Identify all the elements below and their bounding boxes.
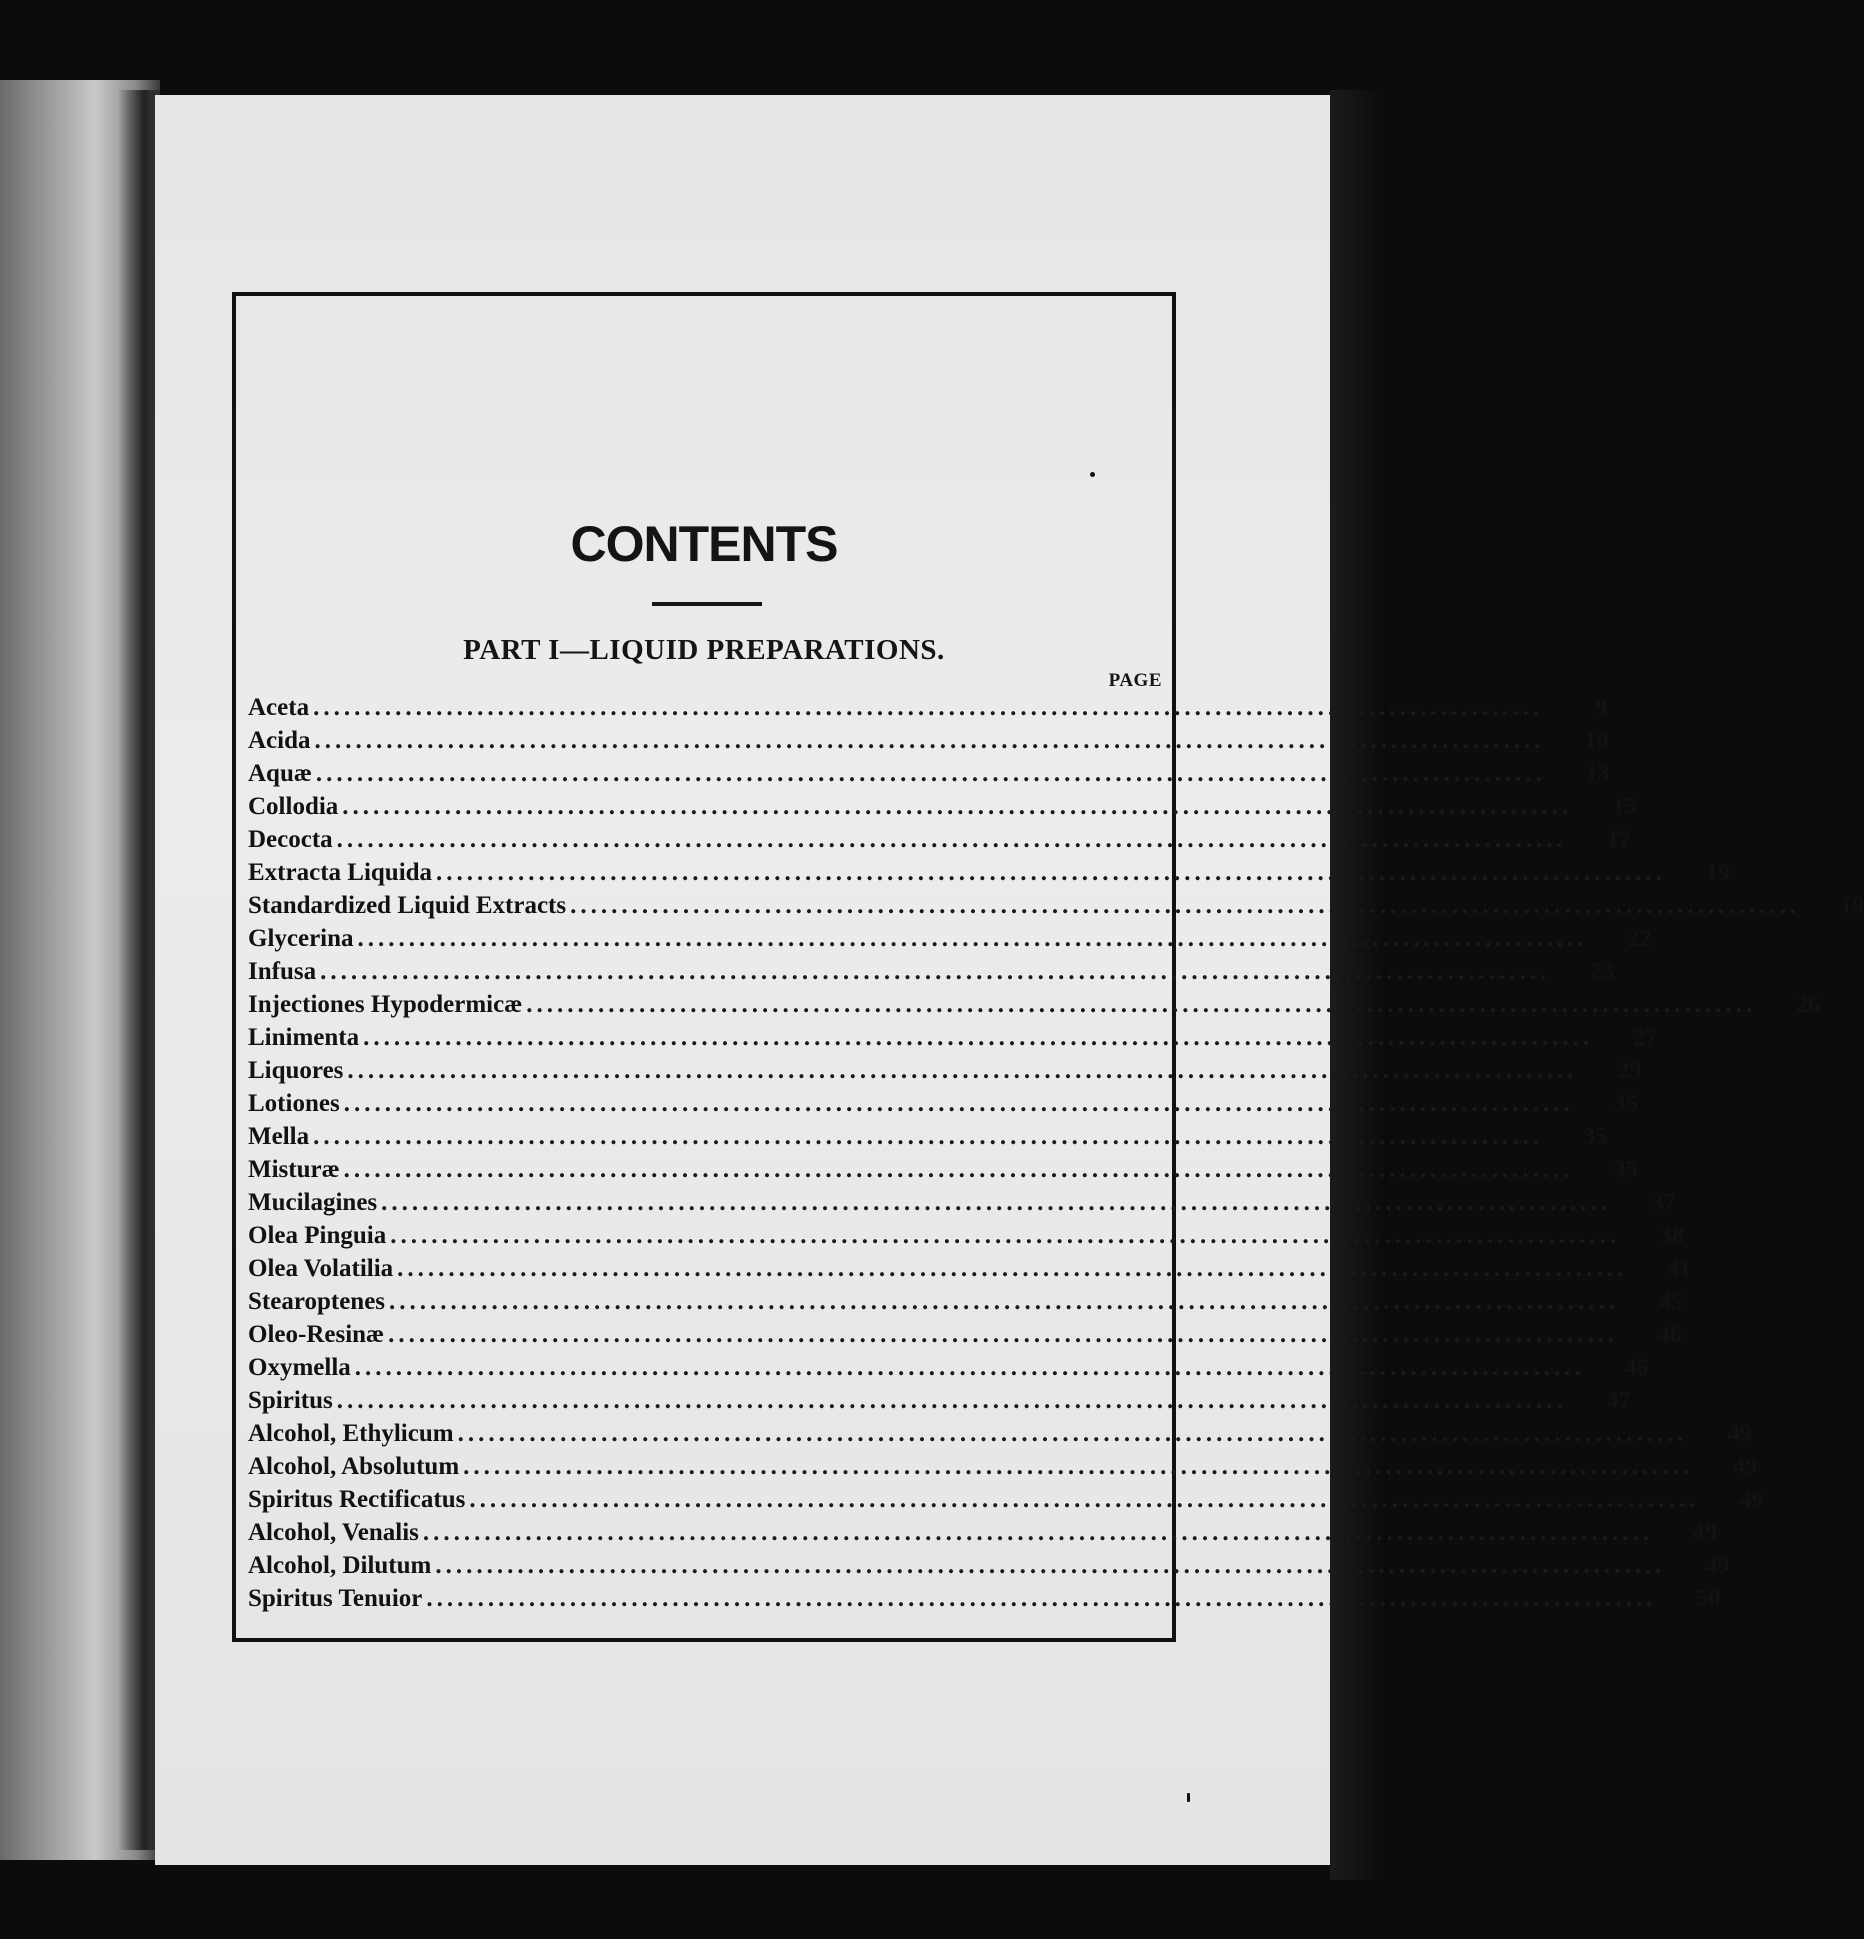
dot-leader: ........................................................................................................................ [354,1354,1585,1381]
toc-entry [246,1453,1758,1486]
toc-entry-page: 47 [1606,1388,1631,1414]
toc-entry-page: 35 [1613,1157,1638,1183]
toc-entry [246,1024,1658,1057]
toc-entry-page: 41 [1667,1256,1692,1282]
toc-entry-page: 26 [1796,992,1821,1018]
toc-entry [246,1057,1642,1090]
toc-entry-page: 50 [1696,1586,1721,1612]
toc-entry [246,1123,1608,1156]
toc-entry-label: Glycerina [248,925,354,952]
toc-entry-label: Spiritus [248,1387,333,1414]
dot-leader: ........................................................................................................................ [357,925,1588,952]
toc-entry-page: 22 [1627,926,1652,952]
dot-leader: ........................................................................................................................ [315,760,1546,787]
toc-entry [246,793,1637,826]
toc-entry-page: 23 [1590,959,1615,985]
toc-entry-label: Linimenta [248,1024,360,1051]
toc-entry [246,958,1615,991]
dot-leader: ........................................................................................................................ [336,826,1567,853]
toc-entry-page: 10 [1584,728,1609,754]
dot-leader: ........................................................................................................................ [313,1123,1544,1150]
dot-leader: ........................................................................................................................ [435,1552,1666,1579]
toc-entry-label: Alcohol, Ethylicum [248,1420,454,1447]
toc-entry-label: Acida [248,727,311,754]
toc-entry [246,1519,1717,1552]
toc-entry [246,1321,1683,1354]
toc-entry [246,1585,1721,1618]
toc-entry [246,1420,1752,1453]
toc-entry-page: 9 [1595,695,1608,721]
toc-entry-label: Infusa [248,958,317,985]
toc-entry-page: 29 [1617,1058,1642,1084]
dot-leader: ........................................................................................................................ [390,1222,1621,1249]
part-heading: PART I—LIQUID PREPARATIONS. [463,634,945,666]
toc-entry-page: 45 [1659,1289,1684,1315]
toc-entry [246,1255,1692,1288]
toc-entry-page: 13 [1585,761,1610,787]
title-rule [652,602,762,606]
dot-leader: ........................................................................................................................ [343,1156,1574,1183]
dot-leader: ........................................................................................................................ [457,1420,1688,1447]
toc-entry-label: Spiritus Tenuior [248,1585,423,1612]
dot-leader: ........................................................................................................................ [343,1090,1574,1117]
toc-entry-page: 27 [1633,1025,1658,1051]
toc-entry [246,991,1821,1024]
toc-entry-page: 49 [1727,1421,1752,1447]
toc-entry [246,1189,1676,1222]
toc-entry [246,1486,1764,1519]
toc-entry [246,1552,1730,1585]
toc-entry-label: Alcohol, Absolutum [248,1453,460,1480]
toc-entry-page: 37 [1651,1190,1676,1216]
toc-entry-page: 35 [1613,1091,1638,1117]
page-column-label: PAGE [1108,670,1162,691]
toc-entry-label: Misturæ [248,1156,340,1183]
toc-entry-page: 17 [1606,827,1631,853]
dot-leader: ........................................................................................................................ [570,892,1801,919]
toc-entry [246,859,1731,892]
toc-entry-label: Olea Pinguia [248,1222,387,1249]
toc-entry-label: Aceta [248,694,310,721]
toc-entry [246,1354,1649,1387]
page-title: CONTENTS [570,516,838,572]
ink-speck [1187,1793,1190,1802]
toc-entry-page: 46 [1624,1355,1649,1381]
dot-leader: ........................................................................................................................ [388,1321,1619,1348]
toc-entry-label: Extracta Liquida [248,859,433,886]
dot-leader: ........................................................................................................................ [469,1486,1700,1513]
toc-entry [246,892,1864,925]
toc-entry [246,760,1610,793]
toc-entry [246,1288,1684,1321]
dot-leader: ........................................................................................................................ [363,1024,1594,1051]
dot-leader: ........................................................................................................................ [422,1519,1653,1546]
toc-entry [246,694,1608,727]
toc-entry-label: Injectiones Hypodermicæ [248,991,523,1018]
toc-entry-label: Alcohol, Dilutum [248,1552,432,1579]
dot-leader: ........................................................................................................................ [436,859,1667,886]
dot-leader: ........................................................................................................................ [320,958,1551,985]
toc-entry [246,826,1631,859]
dot-leader: ........................................................................................................................ [389,1288,1620,1315]
toc-entry-label: Collodia [248,793,339,820]
toc-entry-label: Oleo-Resinæ [248,1321,385,1348]
toc-entry-page: 38 [1660,1223,1685,1249]
toc-entry [246,1222,1685,1255]
toc-entry-label: Mucilagines [248,1189,378,1216]
toc-entry-label: Spiritus Rectificatus [248,1486,466,1513]
toc-entry-page: 49 [1705,1553,1730,1579]
toc-entry-label: Oxymella [248,1354,351,1381]
dot-leader: ........................................................................................................................ [336,1387,1567,1414]
toc-entry [246,1387,1631,1420]
toc-entry-label: Decocta [248,826,333,853]
toc-entry-label: Olea Volatilia [248,1255,394,1282]
toc-entry-label: Mella [248,1123,310,1150]
toc-entry-page: 15 [1612,794,1637,820]
dot-leader: ........................................................................................................................ [426,1585,1657,1612]
dot-leader: ........................................................................................................................ [342,793,1573,820]
toc-entry-page: 49 [1692,1520,1717,1546]
toc-list [246,694,1864,1618]
dot-leader: ........................................................................................................................ [381,1189,1612,1216]
toc-entry [246,727,1609,760]
toc-entry-page: 46 [1658,1322,1683,1348]
toc-entry-label: Aquæ [248,760,312,787]
toc-entry-page: 19 [1706,860,1731,886]
dot-leader: ........................................................................................................................ [313,694,1544,721]
toc-entry-page: 35 [1583,1124,1608,1150]
toc-entry-page: 19 [1840,893,1864,919]
toc-entry-label: Standardized Liquid Extracts [248,892,567,919]
dot-leader: ........................................................................................................................ [463,1453,1694,1480]
dot-leader: ........................................................................................................................ [347,1057,1578,1084]
dot-leader: ........................................................................................................................ [397,1255,1628,1282]
toc-entry [246,925,1652,958]
toc-entry-label: Liquores [248,1057,344,1084]
toc-entry-label: Stearoptenes [248,1288,386,1315]
toc-entry-page: 49 [1739,1487,1764,1513]
dot-leader: ........................................................................................................................ [526,991,1757,1018]
dot-leader: ........................................................................................................................ [314,727,1545,754]
toc-entry-label: Alcohol, Venalis [248,1519,419,1546]
ink-speck [1090,472,1095,477]
toc-entry [246,1156,1638,1189]
toc-entry-page: 49 [1733,1454,1758,1480]
toc-entry [246,1090,1638,1123]
toc-entry-label: Lotiones [248,1090,340,1117]
